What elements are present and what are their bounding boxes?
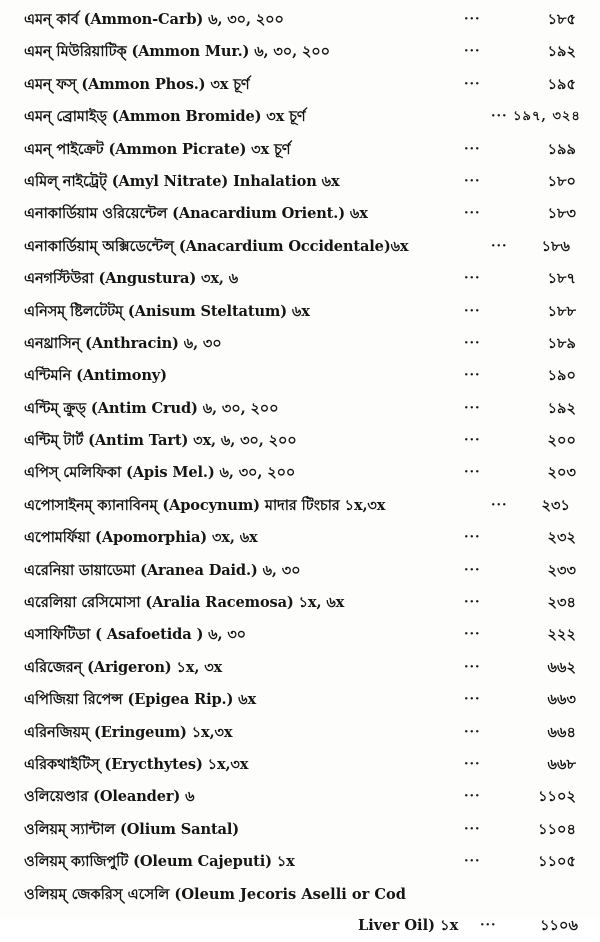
entry-name: এসাফিটিডা ( Asafoetida ) ৬, ৩০ [24, 626, 247, 644]
entry-page-number: ১১০৪ [538, 820, 576, 838]
entry-name: ওলিয়ম্ ক্যাজিপুটি (Oleum Cajeputi) ১x [24, 853, 295, 871]
entry-name: ওলিয়ম্ স্যান্টাল (Olium Santal) [24, 820, 239, 838]
entry-leader-dots: ··· [491, 497, 508, 513]
entry-leader-dots: ··· [464, 595, 481, 611]
entry-leader-dots: ··· [464, 141, 481, 157]
entry-leader-dots: ··· [491, 238, 508, 254]
entry-leader-dots: ··· [464, 303, 481, 319]
index-entry [0, 166, 600, 198]
index-entry [0, 101, 600, 133]
index-entry [0, 198, 600, 230]
entry-page-number: ১৮০ [547, 172, 576, 190]
index-entry [0, 296, 600, 328]
index-entry [0, 717, 600, 749]
entry-name: এরিকথাইটিস্ (Erycthytes) ১x,৩x [24, 755, 249, 773]
index-entry [0, 360, 600, 392]
entry-page-number: ৬৬৪ [547, 723, 576, 741]
index-entry [0, 69, 600, 101]
entry-leader-dots: ··· [464, 756, 481, 772]
entry-leader-dots: ··· [464, 400, 481, 416]
entry-page-number: ১৮৮ [547, 302, 576, 320]
index-entry [0, 652, 600, 684]
entry-page-number: ২২২ [547, 626, 576, 644]
entry-name: এন্টিমনি (Antimony) [24, 367, 167, 385]
entry-name: এনিসম্ ষ্টিলটেটম্ (Anisum Steltatum) ৬x [24, 302, 310, 320]
entry-leader-dots: ··· [464, 692, 481, 708]
entry-page-number: ১৯৫ [547, 75, 576, 93]
index-entry [0, 522, 600, 554]
index-entries [0, 4, 600, 941]
entry-leader-dots: ··· [464, 821, 481, 837]
entry-page-number: ১৮৬ [541, 237, 570, 255]
entry-leader-dots: ··· [464, 465, 481, 481]
entry-name: এমিল্ নাইট্রেট্ (Amyl Nitrate) Inhalation ৬x [24, 172, 340, 190]
entry-name: এমন্ কার্ব (Ammon-Carb) ৬, ৩০, ২০০ [24, 11, 284, 28]
entry-leader-dots: ··· [464, 368, 481, 384]
entry-name: এমন্ মিউরিয়াটিক্ (Ammon Mur.) ৬, ৩০, ২০০ [24, 43, 330, 61]
entry-leader-dots: ··· [464, 854, 481, 870]
entry-name: এপিস্ মেলিফিকা (Apis Mel.) ৬, ৩০, ২০০ [24, 464, 296, 482]
index-entry [0, 231, 600, 263]
entry-leader-dots: ··· [464, 659, 481, 675]
index-entry [0, 328, 600, 360]
entry-page-number: ১১০৬ [540, 916, 578, 934]
entry-leader-dots: ··· [464, 789, 481, 805]
entry-leader-dots: ··· [464, 206, 481, 222]
entry-name: এমন্ ফস্ (Ammon Phos.) ৩x চূর্ণ [24, 75, 250, 93]
entry-name: ওলিয়েণ্ডার (Oleander) ৬ [24, 788, 195, 806]
entry-page-number: ১৯০ [547, 367, 576, 385]
entry-page-number: ১৯২ [547, 43, 576, 61]
index-entry [0, 263, 600, 295]
entry-page-number: ৬৬২ [547, 658, 576, 676]
entry-name: এরেলিয়া রেসিমোসা (Aralia Racemosa) ১x, ৬x [24, 594, 345, 612]
entry-page-number: ২৩৪ [547, 594, 576, 612]
entry-leader-dots: ··· [464, 271, 481, 287]
entry-name: এরিজেরন্ (Arigeron) ১x, ৩x [24, 658, 223, 676]
entry-leader-dots: ··· [464, 335, 481, 351]
index-entry [0, 4, 600, 36]
entry-page-number: ১৮৩ [547, 205, 576, 223]
entry-name: এনগস্টিউরা (Angustura) ৩x, ৬ [24, 270, 239, 288]
entry-leader-dots: ··· [464, 433, 481, 449]
entry-leader-dots: ··· [480, 917, 497, 933]
entry-leader-dots: ··· [464, 12, 481, 27]
entry-page-number: ১৯২ [547, 399, 576, 417]
index-entry [0, 587, 600, 619]
index-entry [0, 134, 600, 166]
entry-leader-dots: ··· [464, 724, 481, 740]
entry-name-line-2: Liver Oil) ১x [358, 916, 459, 934]
entry-page-number: ১৮৫ [547, 11, 576, 28]
entry-page-number: ১৯৯ [547, 140, 576, 158]
entry-name: এনাকার্ডিয়াম ওরিয়েন্টেল (Anacardium Orient.) ৬x [24, 205, 368, 223]
index-entry [0, 36, 600, 68]
entry-name: এনাকার্ডিয়াম্ অক্সিডেন্টেল্ (Anacardium Occidentale)৬x [24, 237, 409, 255]
entry-name: এমন্ ব্রোমাইড্ (Ammon Bromide) ৩x চূর্ণ [24, 108, 306, 126]
entry-leader-dots: ··· [464, 173, 481, 189]
entry-name: এরিনজিয়ম্ (Eringeum) ১x,৩x [24, 723, 233, 741]
entry-page-number: ২৩১ [541, 496, 570, 514]
index-entry [0, 393, 600, 425]
entry-leader-dots: ··· [464, 627, 481, 643]
index-entry [0, 749, 600, 781]
entry-leader-dots: ··· [464, 76, 481, 92]
index-entry [0, 781, 600, 813]
index-entry [0, 684, 600, 716]
entry-page-number: ১৮৭ [547, 270, 576, 288]
entry-page-number: ১১০৫ [538, 853, 576, 871]
entry-page-number: ১১০২ [538, 788, 576, 806]
entry-name: এপোসাইনম্ ক্যানাবিনম্ (Apocynum) মাদার টিংচার ১x,৩x [24, 496, 386, 514]
entry-page-number: ২০৩ [547, 464, 576, 482]
index-entry-multiline [0, 879, 600, 941]
index-entry [0, 619, 600, 651]
entry-name: এমন্ পাইক্রেট (Ammon Picrate) ৩x চূর্ণ [24, 140, 291, 158]
index-entry [0, 555, 600, 587]
entry-page-number: ২৩৩ [547, 561, 576, 579]
entry-page-number: ৬৬৩ [547, 691, 576, 709]
index-entry [0, 490, 600, 522]
entry-page-number: ২৩২ [547, 529, 576, 547]
entry-leader-dots: ··· [464, 44, 481, 60]
entry-leader-dots: ··· [464, 562, 481, 578]
entry-name-line-1: ওলিয়ম্ জেকরিস্ এসেলি (Oleum Jecoris Aselli or Cod [24, 885, 406, 903]
index-entry [0, 846, 600, 878]
entry-name: এন্টিম্ টার্ট (Antim Tart) ৩x, ৬, ৩০, ২০০ [24, 432, 297, 450]
entry-name: এন্টিম্ ক্রুড্ (Antim Crud) ৬, ৩০, ২০০ [24, 399, 279, 417]
entry-name: এরেনিয়া ডায়াডেমা (Aranea Daid.) ৬, ৩০ [24, 561, 301, 579]
entry-page-number: ১৮৯ [547, 334, 576, 352]
entry-leader-dots: ··· ১৯৭, ৩২৪ [491, 109, 581, 125]
index-entry [0, 457, 600, 489]
index-entry [0, 814, 600, 846]
entry-page-number: ৬৬৮ [547, 755, 576, 773]
entry-leader-dots: ··· [464, 530, 481, 546]
index-entry [0, 425, 600, 457]
entry-name: এপিজিয়া রিপেন্স (Epigea Rip.) ৬x [24, 691, 257, 709]
entry-page-number: ২০০ [547, 432, 576, 450]
entry-name: এপোমর্ফিয়া (Apomorphia) ৩x, ৬x [24, 529, 258, 547]
entry-name: এনথ্রাসিন্ (Anthracin) ৬, ৩০ [24, 334, 222, 352]
